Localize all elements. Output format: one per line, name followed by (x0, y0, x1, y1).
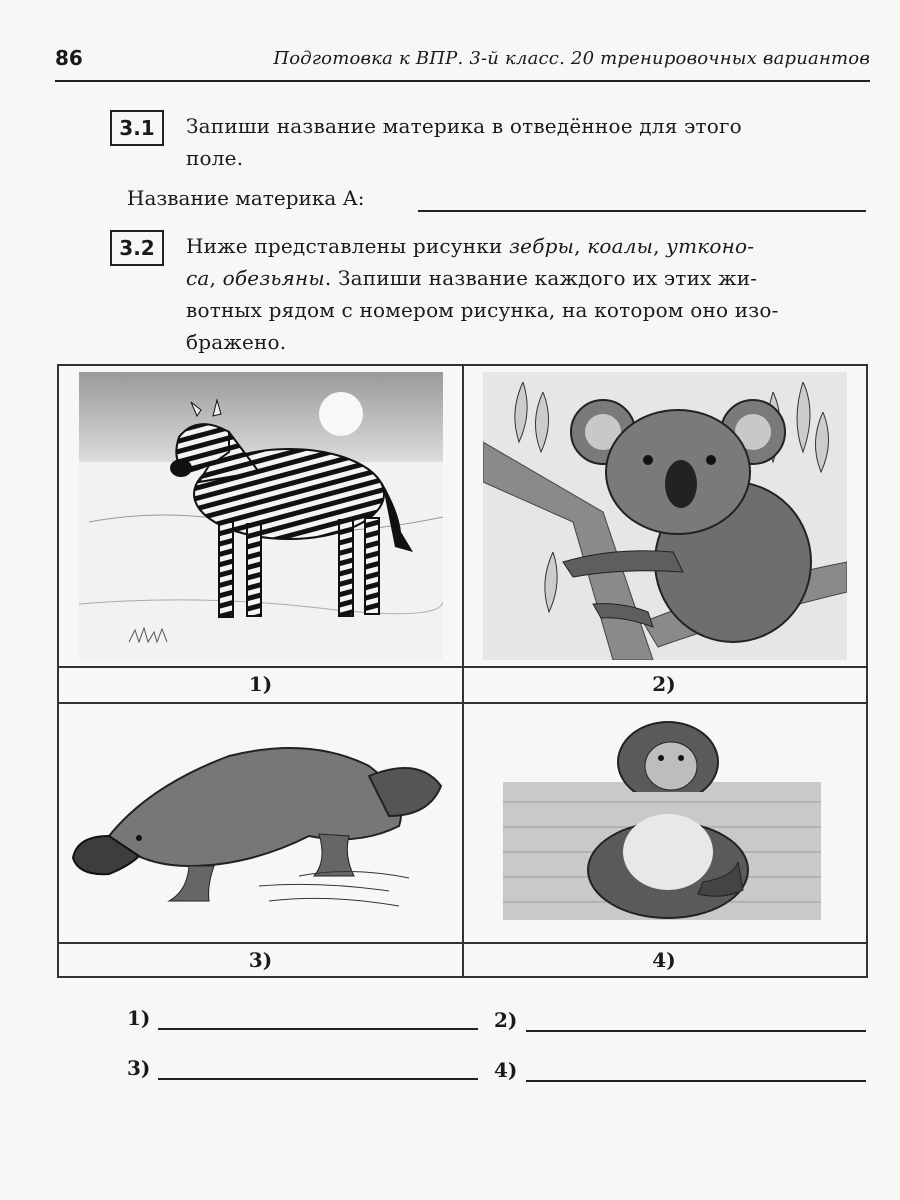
task-number-3-2: 3.2 (110, 230, 164, 266)
task-3-2-text-line4: бражено. (186, 330, 287, 354)
figure-caption-2: 2) (652, 672, 676, 696)
koala-picture (483, 372, 847, 660)
monkey-picture (503, 782, 821, 920)
zebra-picture (79, 372, 443, 660)
answer-line-2[interactable] (526, 1030, 866, 1032)
task-3-2-text-line3: вотных рядом с номером рисунка, на котором оно изо- (186, 298, 779, 322)
answer-line-1[interactable] (158, 1028, 478, 1030)
word-zebra: зебры (509, 234, 575, 258)
platypus-picture (69, 716, 453, 938)
task-number-3-1: 3.1 (110, 110, 164, 146)
page-number: 86 (55, 46, 83, 70)
answer-line-4[interactable] (526, 1080, 866, 1082)
figure-caption-3: 3) (248, 948, 273, 972)
text-fragment: Ниже представлены рисунки (186, 234, 510, 258)
continent-answer-line[interactable] (418, 210, 866, 212)
word-platypus-part1: утконо- (666, 234, 755, 258)
grid-divider-vertical (462, 366, 464, 976)
answer-label-4: 4) (494, 1058, 518, 1082)
word-platypus-part2: са (186, 266, 210, 290)
task-3-1-text-line2: поле. (186, 146, 244, 170)
answer-label-3: 3) (127, 1056, 151, 1080)
animal-picture-grid (57, 364, 868, 978)
word-koala: коалы (587, 234, 654, 258)
word-monkey: обезьяны (222, 266, 325, 290)
answer-label-1: 1) (127, 1006, 151, 1030)
answer-label-2: 2) (494, 1008, 518, 1032)
figure-caption-1: 1) (248, 672, 273, 696)
task-3-1-text-line1: Запиши название материка в отведённое для этого (186, 114, 742, 138)
monkey-head (553, 702, 773, 792)
text-fragment: , (209, 266, 223, 290)
task-3-2-text-line1 (186, 230, 754, 262)
grid-divider-caption-2 (59, 942, 866, 944)
grid-divider-caption-1 (59, 666, 866, 668)
text-fragment: , (653, 234, 667, 258)
figure-caption-4: 4) (652, 948, 676, 972)
text-fragment: , (574, 234, 588, 258)
continent-field-label: Название материка А: (127, 186, 365, 210)
answer-line-3[interactable] (158, 1078, 478, 1080)
running-title: Подготовка к ВПР. 3-й класс. 20 тренировочных вариантов (273, 48, 870, 69)
task-3-2-text-line2 (186, 262, 757, 294)
text-fragment: . Запиши название каждого их этих жи- (324, 266, 758, 290)
page-header (55, 44, 870, 82)
